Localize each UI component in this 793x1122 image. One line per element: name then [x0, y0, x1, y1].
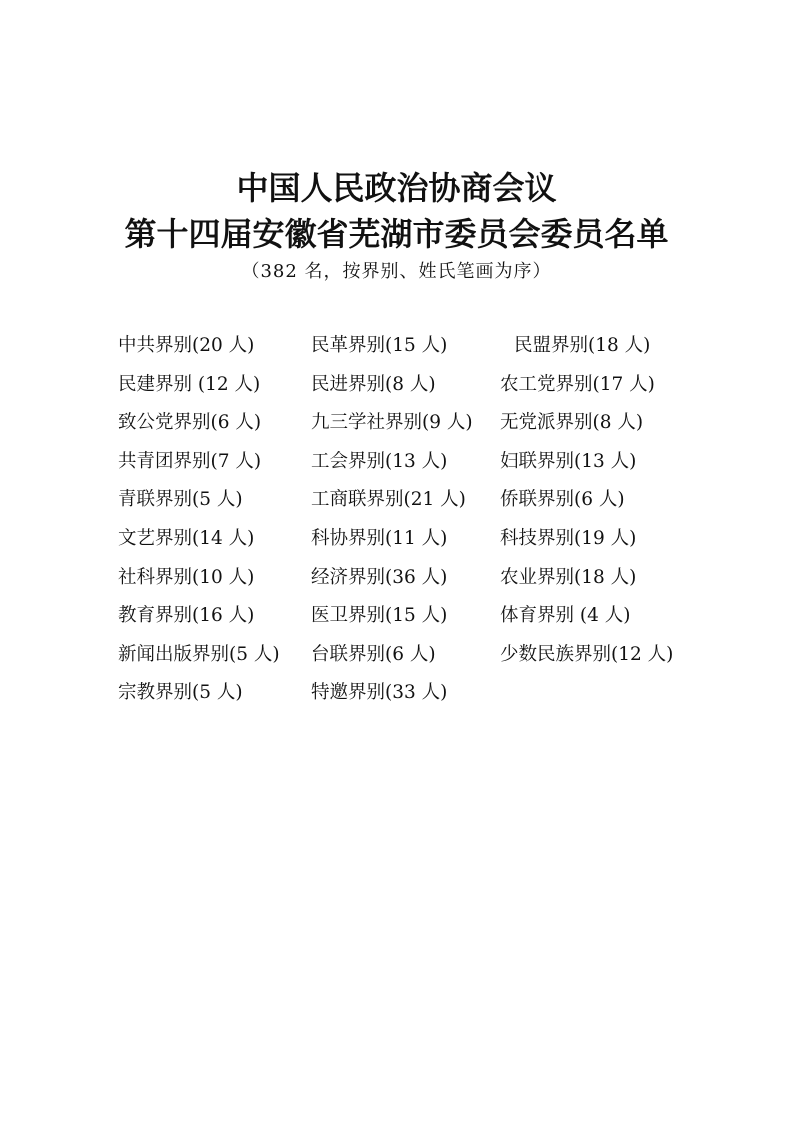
sector-entry: 侨联界别(6 人) [500, 489, 625, 511]
sector-row [118, 564, 738, 603]
sector-row [118, 641, 738, 680]
document-title: 中国人民政治协商会议 [236, 169, 557, 207]
sector-row [118, 332, 738, 371]
sector-entry: 经济界别(36 人) [311, 566, 448, 588]
sector-entry: 科技界别(19 人) [500, 527, 637, 549]
sector-entry: 特邀界别(33 人) [311, 682, 448, 704]
sector-entry: 科协界别(11 人) [311, 527, 448, 549]
sector-row [118, 602, 738, 641]
sector-entry: 共青团界别(7 人) [118, 450, 262, 472]
sector-entry: 少数民族界别(12 人) [500, 643, 674, 665]
sector-entry: 农工党界别(17 人) [500, 373, 655, 395]
sector-entry: 民盟界别(18 人) [514, 335, 651, 356]
sector-entry: 医卫界别(15 人) [311, 605, 448, 627]
sector-entry: 民进界别(8 人) [311, 373, 436, 395]
sector-row [118, 679, 738, 718]
sector-entry: 无党派界别(8 人) [500, 412, 644, 434]
sector-entry: 教育界别(16 人) [118, 605, 255, 627]
sector-entry: 体育界别 (4 人) [500, 605, 631, 627]
sector-entry: 社科界别(10 人) [118, 566, 255, 588]
sector-entry: 民革界别(15 人) [311, 335, 448, 356]
sector-entry: 九三学社界别(9 人) [311, 412, 473, 434]
sector-row [118, 486, 738, 525]
document-subtitle-title: 第十四届安徽省芜湖市委员会委员名单 [124, 215, 669, 253]
sector-entry: 妇联界别(13 人) [500, 450, 637, 472]
sector-row [118, 448, 738, 487]
sector-row [118, 409, 738, 448]
sector-entry: 工商联界别(21 人) [311, 489, 466, 511]
sector-entry: 工会界别(13 人) [311, 450, 448, 472]
sector-entry: 文艺界别(14 人) [118, 527, 255, 549]
sector-entry: 中共界别(20 人) [118, 335, 255, 356]
sector-entry: 宗教界别(5 人) [118, 682, 243, 704]
sector-entry: 农业界别(18 人) [500, 566, 637, 588]
sector-entry: 民建界别 (12 人) [118, 373, 261, 395]
sector-entry: 致公党界别(6 人) [118, 412, 262, 434]
sector-row [118, 371, 738, 410]
sector-entry: 新闻出版界别(5 人) [118, 643, 280, 665]
sector-list [118, 332, 738, 718]
document-note: （382 名，按界别、姓氏笔画为序） [241, 261, 552, 282]
sector-entry: 青联界别(5 人) [118, 489, 243, 511]
sector-row [118, 525, 738, 564]
sector-entry: 台联界别(6 人) [311, 643, 436, 665]
